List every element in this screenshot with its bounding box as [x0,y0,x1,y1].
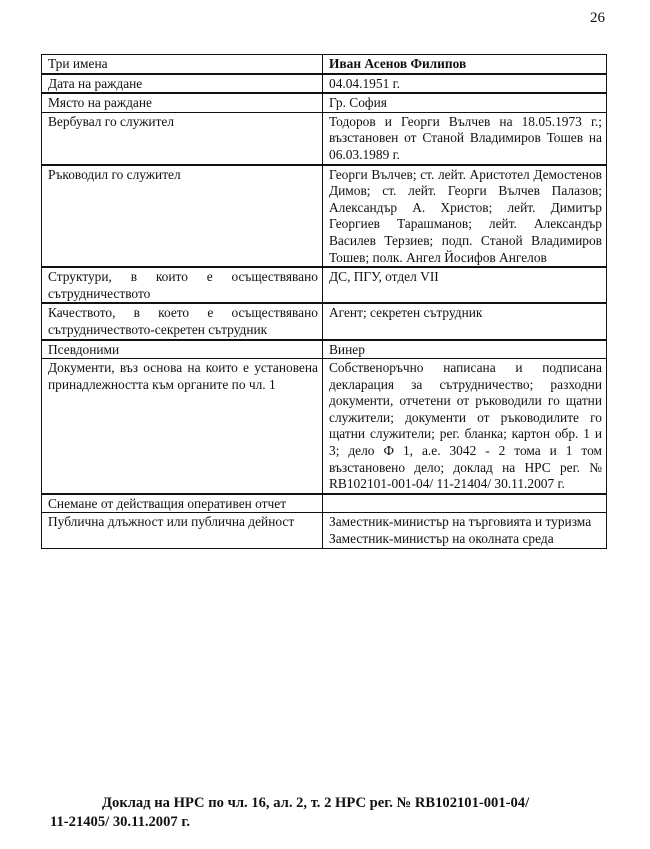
public-office-line-1: Заместник-министър на търговията и туризма [329,514,592,530]
agent-record-table [41,54,607,549]
page-number: 26 [590,10,605,26]
table-row [42,359,607,494]
row-value-documents: Собственоръчно написана и подписана декларация за сътрудничество; разходни документи, отчетени от ръководили го щатни служители; документи от ръководилите го щатни служители; рег. бланка; картон обр. 1 и 3; дело Ф 1, а.е. 3042 - 2 тома и 1 том възстановено дело; доклад на НРС рег. № RB102101-001-04/ 11-21404/ 30.11.2007 г. [323,359,607,494]
report-reference-line-2: 11-21405/ 30.11.2007 г. [50,814,190,830]
row-value-recruited-by: Тодоров и Георги Вълчев на 18.05.1973 г.; възстановен от Станой Владимиров Тошев на 06.03.1989 г. [323,112,607,164]
table-row [42,267,607,303]
row-label-documents: Документи, въз основа на които е установена принадлежността към органите по чл. 1 [42,359,323,494]
row-value-pseudonyms: Винер [323,340,607,359]
table-row [42,55,607,74]
row-label-birth-place: Място на раждане [42,93,323,112]
row-label-capacity: Качеството, в което е осъществявано сътрудничеството-секретен сътрудник [42,303,323,339]
table-row [42,165,607,268]
row-value-birth-place: Гр. София [323,93,607,112]
row-label-handled-by: Ръководил го служител [42,165,323,268]
public-office-line-2: Заместник-министър на околната среда [329,531,554,547]
row-value-capacity: Агент; секретен сътрудник [323,303,607,339]
row-label-removal: Снемане от действащия оперативен отчет [42,494,323,513]
row-value-handled-by: Георги Вълчев; ст. лейт. Аристотел Демостенов Димов; ст. лейт. Георги Вълчев Палазов; Александър А. Христов; лейт. Димитър Георгиев Тарашманов; лейт. Александър Василев Терзиев; подп. Станой Владимиров Тошев; полк. Ангел Йосифов Ангелов [323,165,607,268]
table-row [42,112,607,164]
row-value-public-office [323,513,607,548]
row-label-structures: Структури, в които е осъществявано сътрудничеството [42,267,323,303]
row-value-birth-date: 04.04.1951 г. [323,74,607,94]
table-row [42,340,607,359]
row-label-recruited-by: Вербувал го служител [42,112,323,164]
row-value-removal [323,494,607,513]
table-row [42,74,607,94]
table-row [42,303,607,339]
row-label-full-name: Три имена [42,55,323,74]
report-reference [50,794,610,832]
row-value-structures: ДС, ПГУ, отдел VII [323,267,607,303]
table-row [42,494,607,513]
row-label-birth-date: Дата на раждане [42,74,323,94]
row-value-full-name: Иван Асенов Филипов [323,55,607,74]
table-row [42,513,607,548]
table-row [42,93,607,112]
row-label-pseudonyms: Псевдоними [42,340,323,359]
report-reference-line-1: Доклад на НРС по чл. 16, ал. 2, т. 2 НРС рег. № RB102101-001-04/ [102,795,530,811]
row-label-public-office: Публична длъжност или публична дейност [42,513,323,548]
